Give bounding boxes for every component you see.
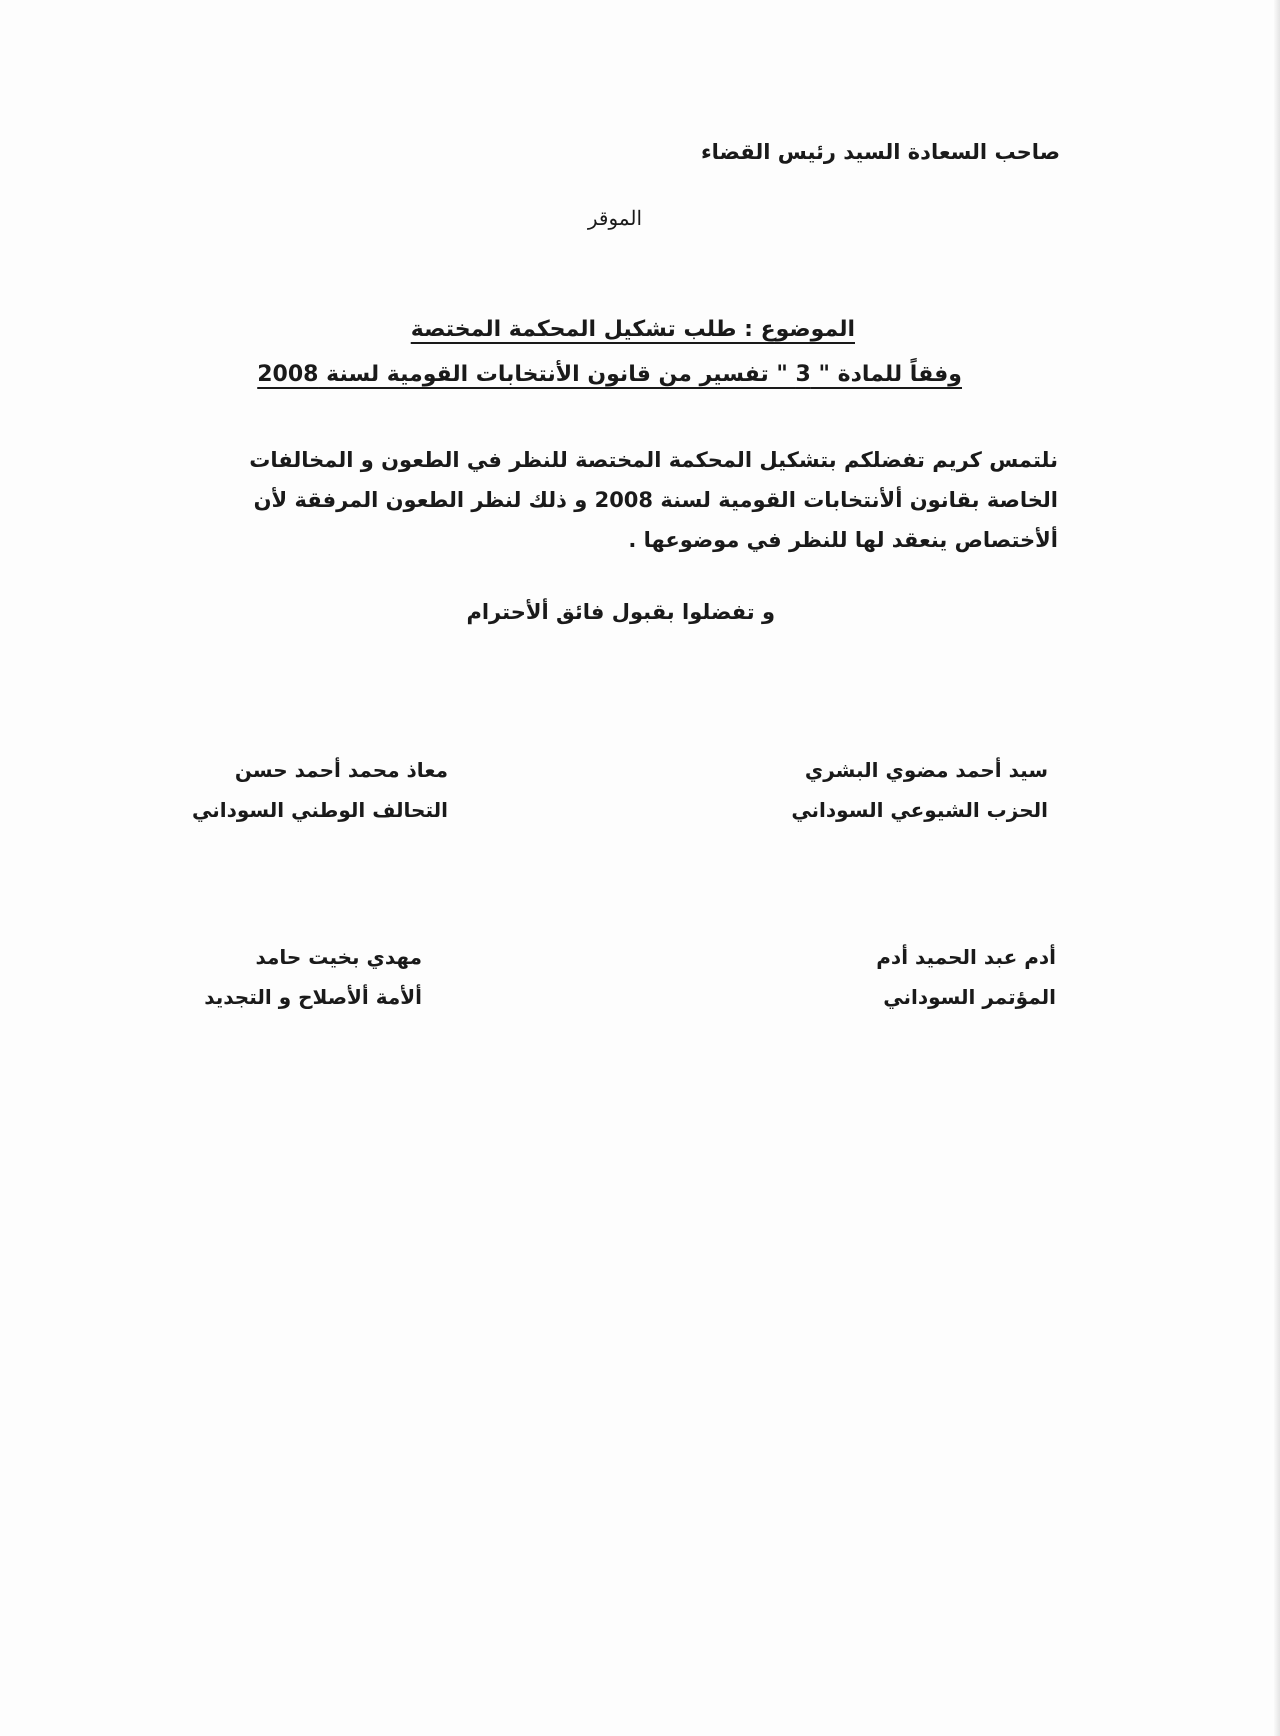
subject-line-1: الموضوع : طلب تشكيل المحكمة المختصة [410,317,855,342]
signatory-name: مهدي بخيت حامد [255,945,422,969]
signatory-party: المؤتمر السوداني [883,985,1056,1009]
body-line: نلتمس كريم تفضلكم بتشكيل المحكمة المختصة للنظر في الطعون و المخالفات [249,448,1058,472]
addressee-line: صاحب السعادة السيد رئيس القضاء [700,140,1060,164]
signatory-block [876,937,1056,1017]
signatory-name: أدم عبد الحميد أدم [876,945,1056,969]
signatory-party: الحزب الشيوعي السوداني [791,798,1048,822]
signatory-name: معاذ محمد أحمد حسن [234,758,448,782]
signatory-party: التحالف الوطني السوداني [192,798,448,822]
signatory-party: ألأمة ألأصلاح و التجديد [204,985,422,1009]
signatory-block [791,750,1048,830]
signatory-block [192,750,448,830]
body-line: ألأختصاص ينعقد لها للنظر في موضوعها . [628,528,1058,552]
scan-edge-shadow [1274,0,1280,1736]
subject-line-2: وفقاً للمادة " 3 " تفسير من قانون الأنتخابات القومية لسنة 2008 [257,362,962,387]
signatory-name: سيد أحمد مضوي البشري [804,758,1048,782]
signatory-block [204,937,422,1017]
closing-line: و تفضلوا بقبول فائق ألأحترام [466,600,775,624]
honorific-line: الموقر [587,206,642,230]
letter-body [208,440,1058,560]
body-line: الخاصة بقانون ألأنتخابات القومية لسنة 2008 و ذلك لنظر الطعون المرفقة لأن [253,488,1058,512]
